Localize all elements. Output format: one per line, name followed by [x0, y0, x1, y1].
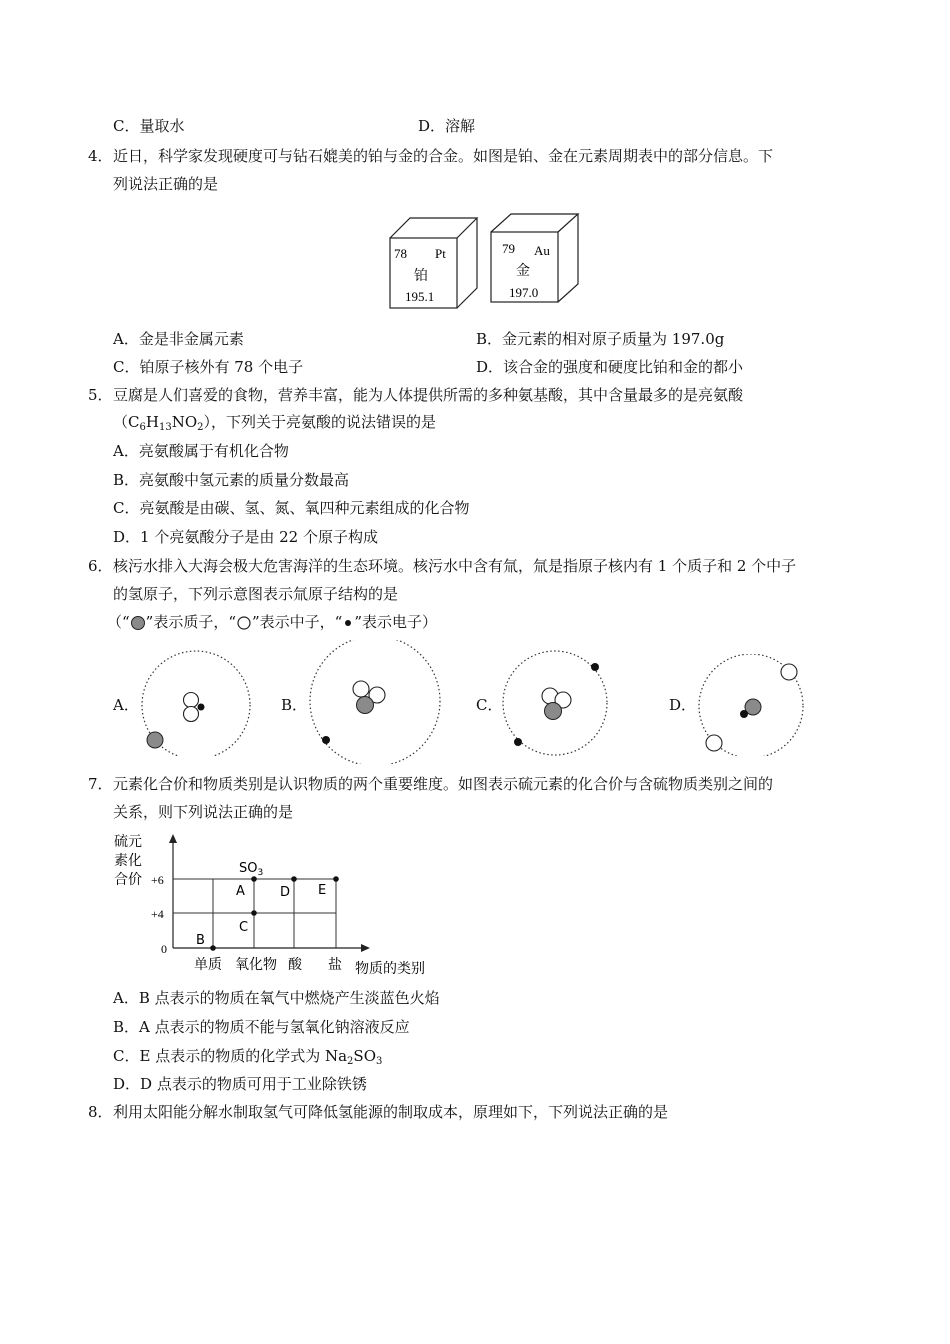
q5-option-d: D．1 个亮氨酸分子是由 22 个原子构成: [113, 528, 378, 546]
pt-mass: 195.1: [405, 289, 435, 304]
y-axis-arrow: [169, 834, 177, 843]
y-tick-plus4: +4: [151, 907, 164, 921]
q6-label-a: A．: [113, 696, 139, 714]
au-cell: [491, 214, 578, 302]
q7-option-d: D．D 点表示的物质可用于工业除铁锈: [113, 1075, 367, 1093]
atom-diagram-c: [502, 650, 608, 756]
q6-stem-line1: 核污水排入大海会极大危害海洋的生态环境。核污水中含有氚，氚是指原子核内有 1 个质子和 2 个中子: [113, 557, 797, 575]
pt-symbol: Pt: [435, 246, 446, 261]
q5-number: 5．: [88, 386, 113, 404]
label-d: D: [280, 885, 291, 900]
neutron: [781, 664, 797, 680]
label-a: A: [236, 884, 245, 899]
q5-stem-line2: $(C_6H_{13}NO_2)$，下列关于亮氨酸的说法错误的是: [113, 413, 437, 433]
y-tick-plus6: +6: [151, 873, 164, 887]
atom-diagram-b: [308, 640, 442, 764]
q7-stem-line2: 关系，则下列说法正确的是: [113, 803, 294, 821]
y-axis-title-line1: 硫元: [114, 834, 142, 850]
x-axis-title: 物质的类别: [355, 961, 425, 977]
proton: [147, 732, 163, 748]
label-e: E: [318, 883, 327, 898]
q3-option-c: C．量取水: [113, 117, 185, 135]
point-b: [210, 945, 216, 951]
electron: [514, 738, 522, 746]
sulfur-valence-chart: [108, 828, 448, 978]
q7-number: 7．: [88, 775, 113, 793]
q7-stem-line1: 元素化合价和物质类别是认识物质的两个重要维度。如图表示硫元素的化合价与含硫物质类别之间的: [113, 775, 774, 793]
point-so3-a: [251, 876, 257, 882]
label-so3: $SO_3$: [239, 861, 264, 878]
q6-label-b: B．: [281, 696, 308, 714]
q6-legend: （“ ”表示质子，“ ”表示中子，“ ”表示电子）: [107, 613, 438, 631]
y-tick-zero: 0: [161, 942, 167, 956]
electron: [198, 704, 205, 711]
pt-number: 78: [394, 246, 407, 261]
q5-option-c: C．亮氨酸是由碳、氢、氮、氧四种元素组成的化合物: [113, 499, 470, 517]
q4-option-a: A．金是非金属元素: [113, 330, 244, 348]
au-mass: 197.0: [509, 285, 539, 300]
x-tick-salt: 盐: [328, 957, 342, 973]
label-c: C: [239, 920, 249, 935]
q3-option-d: D．溶解: [418, 117, 476, 135]
proton-icon: [130, 615, 146, 631]
electron: [322, 736, 330, 744]
au-name: 金: [516, 263, 530, 279]
x-axis-arrow: [361, 944, 370, 952]
neutron: [184, 693, 199, 708]
q6-stem-line2: 的氢原子，下列示意图表示氚原子结构的是: [113, 585, 399, 603]
pt-name: 铂: [414, 268, 428, 284]
q8-stem: 利用太阳能分解水制取氢气可降低氢能源的制取成本，原理如下，下列说法正确的是: [113, 1103, 669, 1121]
x-tick-element: 单质: [194, 957, 222, 973]
q6-label-d: D．: [669, 696, 697, 714]
q4-number: 4．: [88, 147, 113, 165]
electron: [591, 663, 599, 671]
x-tick-acid: 酸: [288, 957, 302, 973]
q7-option-c: C．E 点表示的物质的化学式为 $Na_2SO_3$: [113, 1047, 383, 1067]
proton: [357, 697, 374, 714]
q5-stem-line1: 豆腐是人们喜爱的食物，营养丰富，能为人体提供所需的多种氨基酸，其中含量最多的是亮氨酸: [113, 386, 744, 404]
y-axis-title-line2: 素化: [114, 853, 142, 869]
y-axis-title-line3: 合价: [114, 872, 142, 888]
neutron: [706, 735, 722, 751]
label-b: B: [196, 933, 205, 948]
electron: [740, 710, 748, 718]
neutron: [353, 681, 369, 697]
q8-number: 8．: [88, 1103, 113, 1121]
q6-label-c: C．: [476, 696, 503, 714]
electron-icon: [342, 615, 354, 631]
q4-stem-line1: 近日，科学家发现硬度可与钻石媲美的铂与金的合金。如图是铂、金在元素周期表中的部分信息。下: [113, 147, 774, 165]
neutron: [184, 707, 199, 722]
q6-number: 6．: [88, 557, 113, 575]
point-d: [291, 876, 297, 882]
q4-stem-line2: 列说法正确的是: [113, 175, 219, 193]
q4-option-b: B．金元素的相对原子质量为 197.0g: [476, 330, 725, 348]
q7-option-b: B．A 点表示的物质不能与氢氧化钠溶液反应: [113, 1018, 410, 1036]
au-number: 79: [502, 241, 515, 256]
point-c: [251, 910, 257, 916]
proton: [545, 703, 562, 720]
q5-option-a: A．亮氨酸属于有机化合物: [113, 442, 289, 460]
pt-cell: [390, 218, 477, 308]
q7-option-a: A．B 点表示的物质在氧气中燃烧产生淡蓝色火焰: [113, 989, 440, 1007]
x-tick-oxide: 氧化物: [235, 957, 277, 973]
atom-diagram-d: [696, 654, 806, 756]
au-symbol: Au: [534, 243, 550, 258]
atom-diagram-a: [138, 650, 254, 756]
q5-option-b: B．亮氨酸中氢元素的质量分数最高: [113, 471, 350, 489]
neutron-icon: [236, 615, 252, 631]
periodic-table-figure: [385, 212, 585, 314]
q4-option-c: C．铂原子核外有 78 个电子: [113, 358, 304, 376]
point-e: [333, 876, 339, 882]
q4-option-d: D．该合金的强度和硬度比铂和金的都小: [476, 358, 744, 376]
